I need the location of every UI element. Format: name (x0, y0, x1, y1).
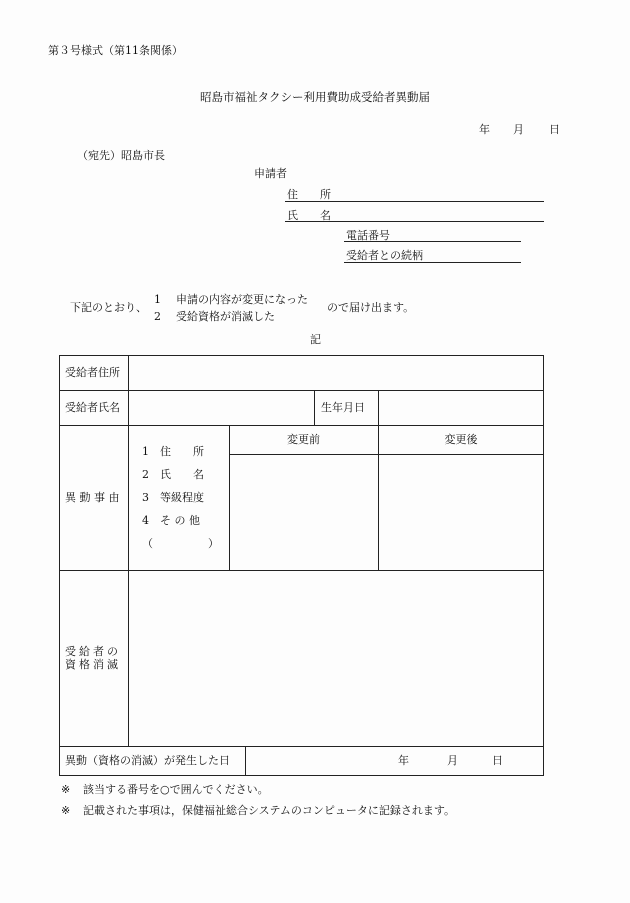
relation-label: 受給者との続柄 (346, 249, 423, 262)
reason-grade: 3 等級程度 (142, 491, 204, 504)
reason-other: 4 そ の 他 (142, 514, 200, 527)
option-1-text: 申請の内容が変更になった (176, 293, 308, 306)
option-2-text: 受給資格が消滅した (176, 310, 275, 323)
form-number: 第３号様式（第11条関係） (48, 44, 183, 57)
addressee: （宛先）昭島市長 (77, 149, 165, 162)
recipient-address-label: 受給者住所 (65, 366, 120, 379)
note-1-mark: ※ (61, 783, 71, 796)
occurred-year: 年 (398, 754, 409, 767)
reason-other-detail: （ ） (142, 537, 219, 550)
ki-label: 記 (310, 333, 321, 346)
recipient-name-label: 受給者氏名 (65, 401, 120, 414)
option-1-number: 1 (154, 293, 161, 306)
phone-label: 電話番号 (346, 229, 390, 242)
date-month: 月 (513, 123, 524, 136)
reason-address: 1 住 所 (142, 445, 204, 458)
address-label: 住 所 (287, 188, 331, 201)
date-day: 日 (549, 123, 560, 136)
before-header: 変更前 (287, 433, 320, 446)
applicant-label: 申請者 (254, 167, 287, 180)
change-reason-label: 異 動 事 由 (65, 491, 120, 504)
note-2-text: 記載された事項は，保健福祉総合システムのコンピュータに記録されます。 (83, 804, 456, 817)
qualification-loss-label-1: 受給者の (65, 645, 121, 658)
statement-prefix: 下記のとおり、 (70, 301, 147, 314)
note-1-text: 該当する番号を○で囲んでください。 (83, 783, 269, 796)
phone-line (344, 241, 521, 242)
address-line (285, 201, 544, 202)
name-label: 氏 名 (287, 209, 331, 222)
date-year: 年 (479, 123, 490, 136)
birthdate-label: 生年月日 (321, 401, 365, 414)
qualification-loss-label-2: 資格消滅 (65, 658, 121, 671)
occurred-date-label: 異動（資格の消滅）が発生した日 (65, 754, 230, 767)
relation-line (344, 262, 521, 263)
page-title: 昭島市福祉タクシー利用費助成受給者異動届 (200, 90, 430, 104)
name-line (285, 221, 544, 222)
occurred-day: 日 (492, 754, 503, 767)
option-2-number: 2 (154, 310, 161, 323)
note-2-mark: ※ (61, 804, 71, 817)
after-header: 変更後 (444, 433, 478, 446)
reason-name: 2 氏 名 (142, 468, 204, 481)
occurred-month: 月 (447, 754, 458, 767)
statement-suffix: ので届け出ます。 (327, 301, 415, 314)
